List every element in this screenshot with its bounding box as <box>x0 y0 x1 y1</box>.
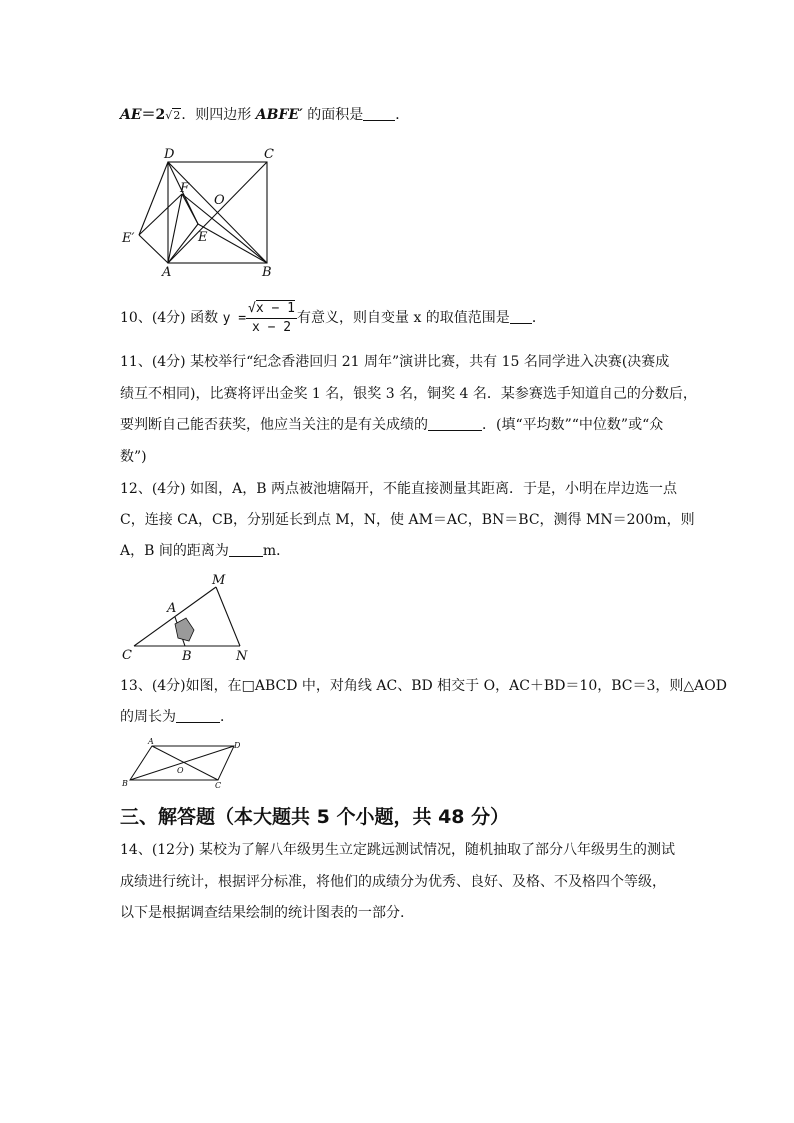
q11-line4: 数”) <box>120 449 147 465</box>
q10-fraction <box>246 300 297 337</box>
fig3-label-c: C <box>215 781 222 790</box>
q10-end: ． <box>531 310 546 326</box>
q10-text <box>120 296 546 340</box>
q9-answer-blank[interactable] <box>363 106 395 121</box>
q11-answer-blank[interactable] <box>428 416 482 431</box>
q14-line3: 以下是根据调查结果绘制的统计图表的一部分. <box>120 905 405 921</box>
q9-sqrt: √2 <box>165 109 181 122</box>
q13-line1: 13、(4分)如图，在□ABCD 中，对角线 AC、BD 相交于 O，AC＋BD＝10，BC＝3，则△AOD <box>120 678 727 694</box>
q14-line2: 成绩进行统计，根据评分标准，将他们的成绩分为优秀、良好、及格、不及格四个等级， <box>120 874 666 890</box>
fig1-label-e1: E′ <box>122 231 135 246</box>
q12-line3-a: A，B 间的距离为 <box>120 543 229 559</box>
fig2-pond <box>175 618 194 641</box>
figure-parallelogram <box>118 736 248 790</box>
fig2-line-mn <box>216 587 240 646</box>
fig1-line-eb <box>198 224 267 263</box>
q10-fraction-numerator: √x − 1 <box>246 300 297 319</box>
q10-number: 10、(4分) <box>120 310 186 326</box>
fig1-line-de1 <box>139 162 168 235</box>
q9-mid: ．则四边形 <box>181 107 256 123</box>
q13-line2 <box>120 707 234 727</box>
fig2-label-n: N <box>236 649 248 664</box>
q14-line1: 14、(12分) 某校为了解八年级男生立定跳远测试情况，随机抽取了部分八年级男生的测试 <box>120 842 676 858</box>
q11-line3 <box>120 415 663 435</box>
q12-line2: C，连接 CA，CB，分别延长到点 M，N，使 AM＝AC，BN＝BC，测得 MN＝200m，则 <box>120 512 695 528</box>
section-heading: 三、解答题（本大题共 5 个小题，共 48 分） <box>120 806 510 828</box>
q13-line2-b: ． <box>220 709 234 725</box>
fig3-label-b: B <box>122 779 128 788</box>
q10-post: 有意义，则自变量 x 的取值范围是 <box>297 310 510 326</box>
fig1-label-f: F <box>180 181 190 196</box>
q10-radicand: x − 1 <box>255 300 296 316</box>
fig3-label-o: O <box>177 766 184 775</box>
fig3-diag-ac <box>152 746 218 780</box>
fig1-label-e: E <box>198 230 208 245</box>
q12-line3 <box>120 541 290 561</box>
fig1-line-e1a <box>139 235 168 263</box>
q10-fraction-denominator: x − 2 <box>251 319 292 335</box>
figure-square-abcd <box>118 142 288 280</box>
q10-answer-blank[interactable] <box>510 309 532 324</box>
fig1-label-o: O <box>214 193 225 208</box>
fig1-line-fa <box>168 194 182 263</box>
q12-answer-blank[interactable] <box>229 542 263 557</box>
fig1-label-a: A <box>162 265 172 280</box>
fig1-label-d: D <box>164 147 175 162</box>
q10-pre: 函数 <box>190 310 219 326</box>
fig1-line-e1f <box>139 194 182 235</box>
q12-line1: 12、(4分) 如图，A，B 两点被池塘隔开，不能直接测量其距离．于是，小明在岸边选一点 <box>120 481 677 497</box>
q11-line1: 11、(4分) 某校举行“纪念香港回归 21 周年”演讲比赛，共有 15 名同学进入决赛(决赛成 <box>120 354 670 370</box>
q10-func-lhs: y = <box>222 311 247 326</box>
fig3-label-a: A <box>148 737 154 746</box>
fig1-label-b: B <box>262 265 272 280</box>
fig2-label-a: A <box>167 601 177 616</box>
q11-line2: 绩互不相同)，比赛将评出金奖 1 名，银奖 3 名，铜奖 4 名．某参赛选手知道自己的分数后， <box>120 386 697 402</box>
fig2-label-b: B <box>182 649 192 664</box>
q9-shape: ABFE′ <box>255 107 303 123</box>
q12-line3-b: m． <box>262 543 291 559</box>
fig1-label-c: C <box>264 147 274 162</box>
q9-eq: ＝2 <box>141 107 166 123</box>
q11-line3-b: ．(填“平均数”“中位数”或“众 <box>482 417 664 433</box>
fig2-label-m: M <box>212 573 226 588</box>
q13-line2-a: 的周长为 <box>120 709 176 725</box>
fig3-label-d: D <box>234 741 241 750</box>
fig2-line-cm <box>134 587 216 646</box>
q9-radicand: 2 <box>173 109 181 122</box>
figure-pond-triangle <box>118 572 258 664</box>
q9-ae: AE <box>120 107 142 123</box>
q13-answer-blank[interactable] <box>176 708 220 723</box>
q9-end: ． <box>395 107 410 123</box>
q9-text <box>120 105 409 126</box>
fig2-label-c: C <box>122 648 132 663</box>
q11-line3-a: 要判断自己能否获奖，他应当关注的是有关成绩的 <box>120 417 428 433</box>
q9-suffix: 的面积是 <box>302 107 364 123</box>
